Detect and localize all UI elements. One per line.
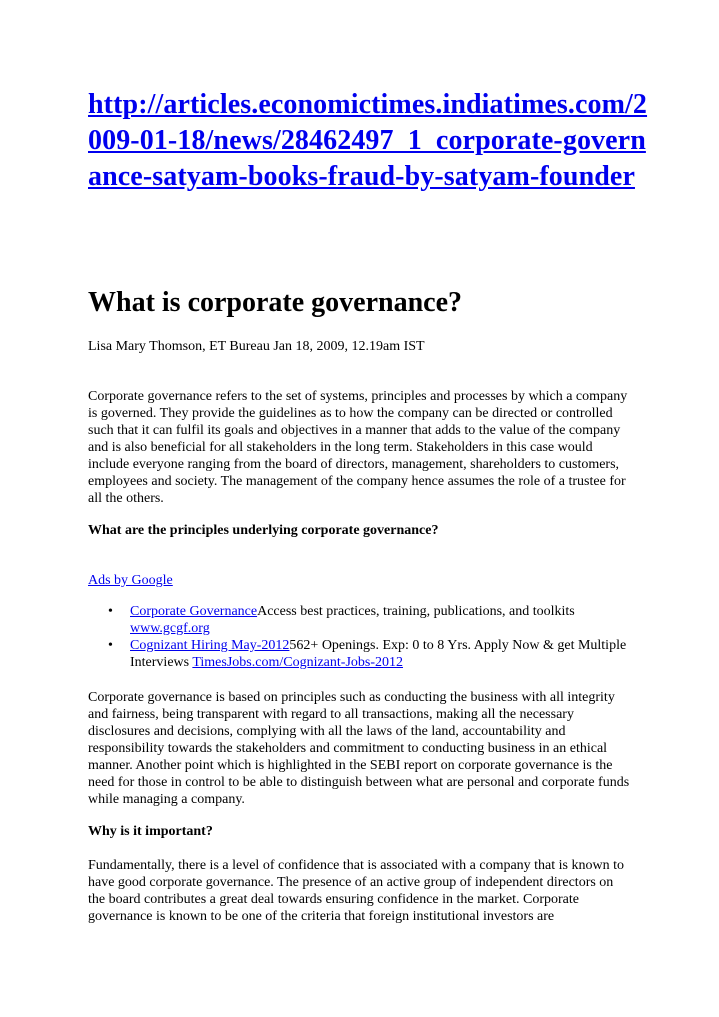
ad-link-cognizant-hiring[interactable]: Cognizant Hiring May-2012: [130, 638, 290, 653]
ads-by-google-link[interactable]: Ads by Google: [88, 573, 173, 588]
bullet-icon: •: [108, 638, 113, 653]
question-importance: Why is it important?: [88, 824, 213, 839]
article-byline: Lisa Mary Thomson, ET Bureau Jan 18, 2009, 12.19am IST: [88, 339, 425, 354]
question-principles: What are the principles underlying corporate governance?: [88, 523, 439, 538]
ad-list: [88, 603, 648, 671]
ad-description: Access best practices, training, publications, and toolkits: [257, 604, 575, 619]
ad-item: [88, 637, 648, 671]
source-url-link[interactable]: http://articles.economictimes.indiatimes.com/2009-01-18/news/28462497_1_corporate-governance-satyam-books-fraud-by-satyam-founder: [88, 89, 648, 192]
ad-description: 562+ Openings. Exp: 0 to 8 Yrs. Apply Now & get Multiple Interviews: [130, 638, 627, 670]
paragraph-importance: Fundamentally, there is a level of confidence that is associated with a company that is known to have good corporate governance. The presence of an active group of independent directors on the board contributes a great deal towards ensuring confidence in the market. Corporate governance is known to be one of the criteria that foreign institutional investors are: [88, 858, 624, 924]
paragraph-definition: Corporate governance refers to the set of systems, principles and processes by which a company is governed. They provide the guidelines as to how the company can be directed or controlled such that it can fulfil its goals and objectives in a manner that adds to the value of the company and is also beneficial for all stakeholders in the long term. Stakeholders in this case would include everyone ranging from the board of directors, management, shareholders to customers, employees and society. The management of the company hence assumes the role of a trustee for all the others.: [88, 389, 628, 506]
ad-url-gcgf[interactable]: www.gcgf.org: [130, 621, 210, 636]
ad-link-corporate-governance[interactable]: Corporate Governance: [130, 604, 258, 619]
article-title: What is corporate governance?: [88, 287, 463, 318]
ad-url-timesjobs[interactable]: TimesJobs.com/Cognizant-Jobs-2012: [192, 655, 403, 670]
ad-item: [88, 603, 648, 637]
paragraph-principles: Corporate governance is based on principles such as conducting the business with all integrity and fairness, being transparent with regard to all transactions, making all the necessary disclosures and decisions, complying with all the laws of the land, accountability and responsibility towards the stakeholders and commitment to conducting business in an ethical manner. Another point which is highlighted in the SEBI report on corporate governance is the need for those in control to be able to distinguish between what are personal and corporate funds while managing a company.: [88, 690, 630, 807]
bullet-icon: •: [108, 604, 113, 619]
